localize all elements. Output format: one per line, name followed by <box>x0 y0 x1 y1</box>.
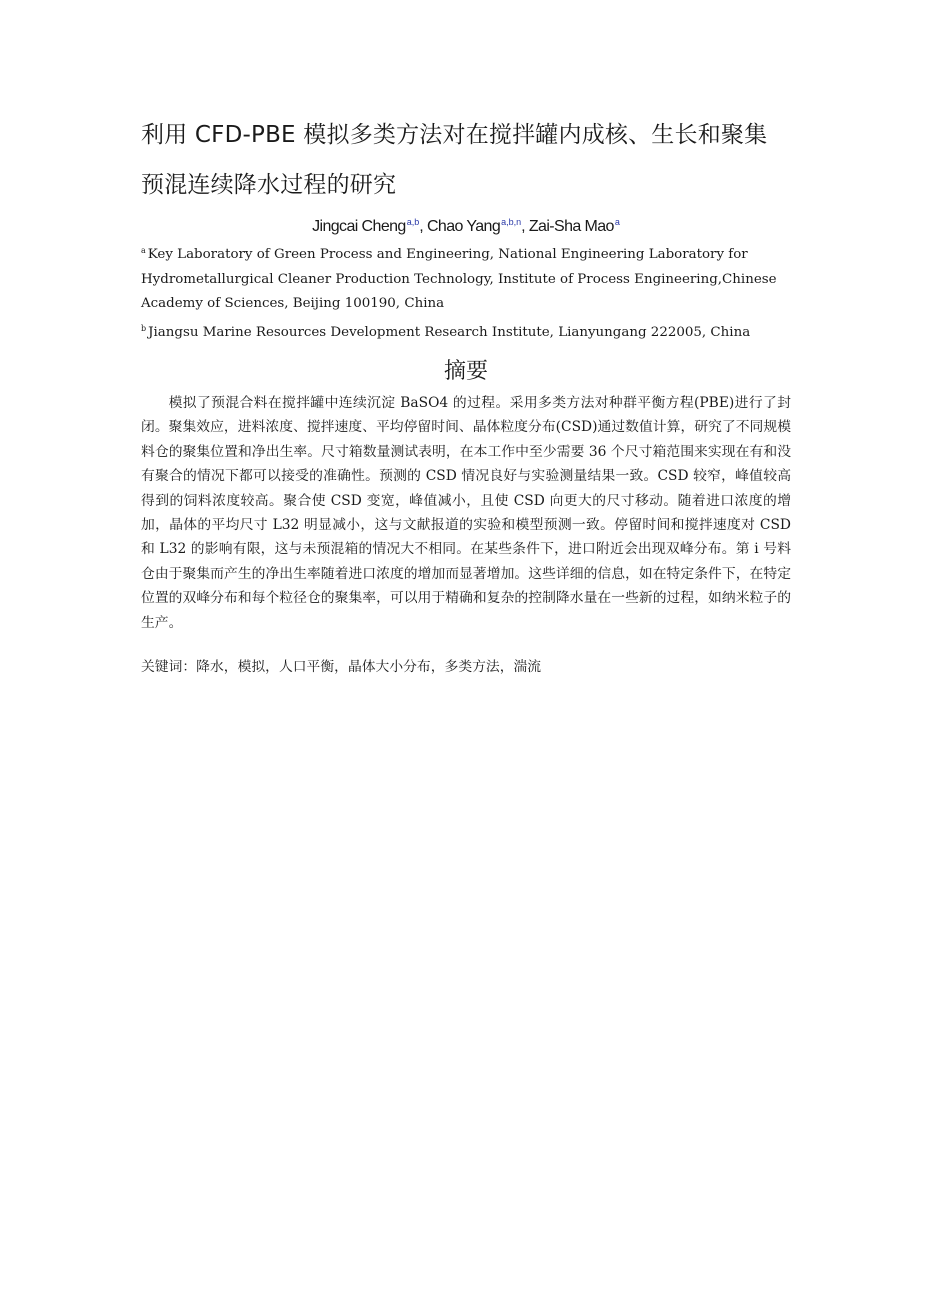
author-name: Jingcai Cheng <box>312 218 406 235</box>
author-name: Zai-Sha Mao <box>528 218 614 235</box>
affiliation-text: Jiangsu Marine Resources Development Research Institute, Lianyungang 222005, China <box>148 324 751 340</box>
author-affiliation-mark: a,b,n <box>501 217 522 227</box>
affiliation-mark: a <box>141 246 146 255</box>
abstract-heading: 摘要 <box>443 359 488 384</box>
affiliation-a <box>141 239 791 317</box>
abstract-body: 模拟了预混合料在搅拌罐中连续沉淀 BaSO4 的过程。采用多类方法对种群平衡方程(PBE)进行了封闭。聚集效应，进料浓度、搅拌速度、平均停留时间、晶体粒度分布(CSD)通过数值计算，研究了不同规模料仓的聚集位置和净出生率。尺寸箱数量测试表明，在本工作中至少需要 36 个尺寸箱范围来实现在有和没有聚合的情况下都可以接受的准确性。预测的 CSD 情况良好与实验测量结果一致。CSD 较窄，峰值较高得到的饲料浓度较高。聚合使 CSD 变宽，峰值减小，且使 CSD 向更大的尺寸移动。随着进口浓度的增加，晶体的平均尺寸 L32 明显减小，这与文献报道的实验和模型预测一致。停留时间和搅拌速度对 CSD 和 L32 的影响有限，这与未预混箱的情况大不相同。在某些条件下，进口附近会出现双峰分布。第 i 号料仓由于聚集而产生的净出生率随着进口浓度的增加而显著增加。这些详细的信息，如在特定条件下，在特定位置的双峰分布和每个粒径仓的聚集率，可以用于精确和复杂的控制降水量在一些新的过程，如纳米粒子的生产。 <box>141 395 791 631</box>
title-line-1: 利用 CFD-PBE 模拟多类方法对在搅拌罐内成核、生长和聚集 <box>141 122 768 148</box>
author-affiliation-mark: a <box>614 217 620 227</box>
affiliation-text: Key Laboratory of Green Process and Engineering, National Engineering Laboratory for Hydrometallurgical Cleaner Production Technology, Institute of Process Engineering,Chinese Academy of Sciences, Beijing 100190, China <box>141 247 777 311</box>
author-list: Jingcai Cheng$^{a,b}$, Chao Yang$^{a,b,n}$, Zai-Sha Mao$^a$ <box>312 217 620 235</box>
author-affiliation-mark: a,b <box>406 217 420 227</box>
affiliation-mark: b <box>141 323 147 333</box>
paper-page <box>141 110 791 679</box>
title-line-2: 预混连续降水过程的研究 <box>141 172 397 198</box>
keywords: 关键词：降水，模拟，人口平衡，晶体大小分布，多类方法，湍流 <box>141 659 542 676</box>
paper-title <box>141 110 791 210</box>
affiliation-b <box>141 317 791 346</box>
author-name: Chao Yang <box>426 218 501 235</box>
